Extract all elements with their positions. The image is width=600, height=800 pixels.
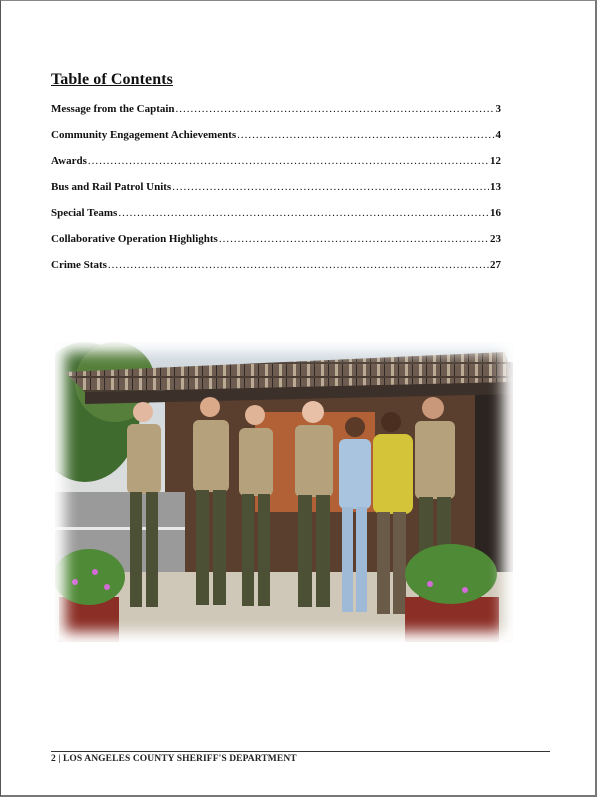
toc-entry-label: Community Engagement Achievements <box>51 129 237 141</box>
toc-entry-page: 13 <box>490 181 501 193</box>
toc-entry-message-from-captain[interactable] <box>51 103 501 129</box>
toc-leader-dots <box>237 129 494 141</box>
toc-entry-label: Crime Stats <box>51 259 107 271</box>
toc-entry-bus-rail-patrol[interactable] <box>51 181 501 207</box>
toc-entry-page: 4 <box>495 129 501 141</box>
toc-entry-label: Special Teams <box>51 207 118 219</box>
toc-entry-page: 3 <box>495 103 501 115</box>
toc-entry-awards[interactable] <box>51 155 501 181</box>
toc-entry-community-engagement[interactable] <box>51 129 501 155</box>
group-photo <box>55 342 513 642</box>
toc-leader-dots <box>176 103 495 115</box>
toc-entry-label: Message from the Captain <box>51 103 175 115</box>
footer-divider <box>51 751 550 752</box>
toc-entry-page: 16 <box>490 207 501 219</box>
toc-leader-dots <box>108 259 489 271</box>
toc-leader-dots <box>118 207 489 219</box>
toc-title: Table of Contents <box>51 71 174 88</box>
toc-entry-label: Bus and Rail Patrol Units <box>51 181 172 193</box>
toc-entry-crime-stats[interactable] <box>51 259 501 285</box>
toc-entry-label: Awards <box>51 155 87 167</box>
toc-leader-dots <box>172 181 489 193</box>
toc-leader-dots <box>219 233 489 245</box>
toc-entry-special-teams[interactable] <box>51 207 501 233</box>
toc-list <box>51 103 501 285</box>
toc-entry-page: 23 <box>490 233 501 245</box>
page-footer: 2 | LOS ANGELES COUNTY SHERIFF'S DEPARTMENT <box>51 754 297 764</box>
toc-entry-label: Collaborative Operation Highlights <box>51 233 218 245</box>
toc-entry-page: 12 <box>490 155 501 167</box>
toc-entry-collaborative-operations[interactable] <box>51 233 501 259</box>
toc-leader-dots <box>88 155 489 167</box>
toc-entry-page: 27 <box>490 259 501 271</box>
